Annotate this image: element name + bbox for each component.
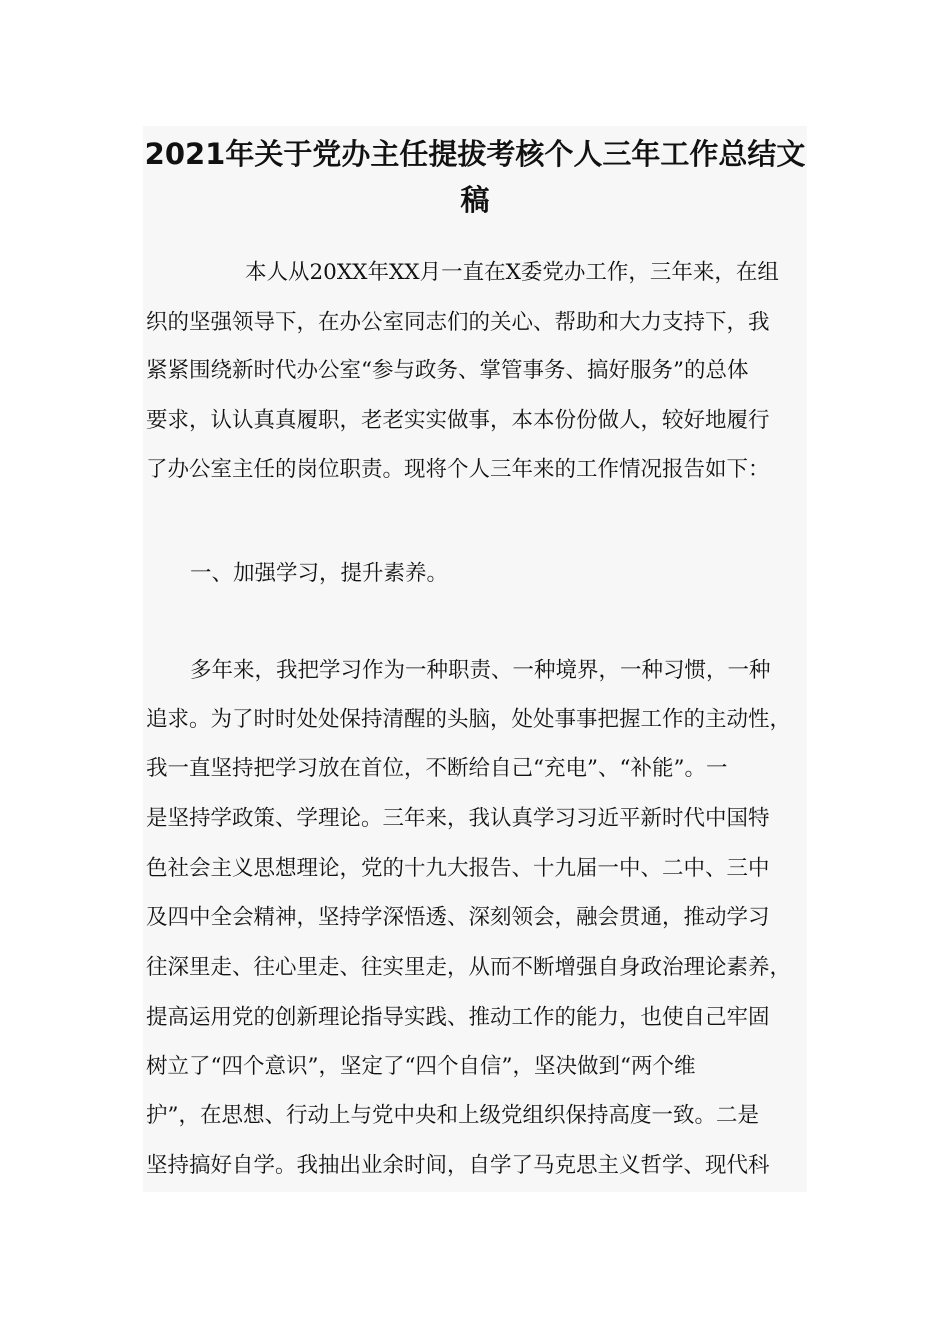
intro-line-2: 织的坚强领导下，在办公室同志们的关心、帮助和大力支持下，我 [146,310,770,335]
body-line-10: 护”，在思想、行动上与党中央和上级党组织保持高度一致。二是 [146,1103,759,1128]
body-line-9: 树立了“四个意识”，坚定了“四个自信”，坚决做到“两个维 [146,1054,696,1079]
intro-line-4: 要求，认认真真履职，老老实实做事，本本份份做人，较好地履行 [146,408,770,433]
body-line-1: 多年来，我把学习作为一种职责、一种境界，一种习惯，一种 [190,658,771,683]
body-line-11: 坚持搞好自学。我抽出业余时间，自学了马克思主义哲学、现代科 [146,1153,770,1178]
body-line-2: 追求。为了时时处处保持清醒的头脑，处处事事把握工作的主动性， [146,707,792,732]
document-title-line-1: 2021年关于党办主任提拔考核个人三年工作总结文 [144,137,806,171]
section-heading: 一、加强学习，提升素养。 [190,561,449,586]
body-line-5: 色社会主义思想理论，党的十九大报告、十九届一中、二中、三中 [146,856,770,881]
body-line-8: 提高运用党的创新理论指导实践、推动工作的能力，也使自己牢固 [146,1005,770,1030]
intro-line-1: 本人从20XX年XX月一直在X委党办工作，三年来，在组 [245,260,779,285]
intro-line-3: 紧紧围绕新时代办公室“参与政务、掌管事务、搞好服务”的总体 [146,358,749,383]
document-title-line-2: 稿 [460,183,490,217]
body-line-3: 我一直坚持把学习放在首位，不断给自己“充电”、“补能”。一 [146,756,728,781]
body-line-6: 及四中全会精神，坚持学深悟透、深刻领会，融会贯通，推动学习 [146,905,770,930]
body-line-4: 是坚持学政策、学理论。三年来，我认真学习习近平新时代中国特 [146,806,770,831]
intro-line-5: 了办公室主任的岗位职责。现将个人三年来的工作情况报告如下： [146,457,770,482]
body-line-7: 往深里走、往心里走、往实里走，从而不断增强自身政治理论素养， [146,955,792,980]
